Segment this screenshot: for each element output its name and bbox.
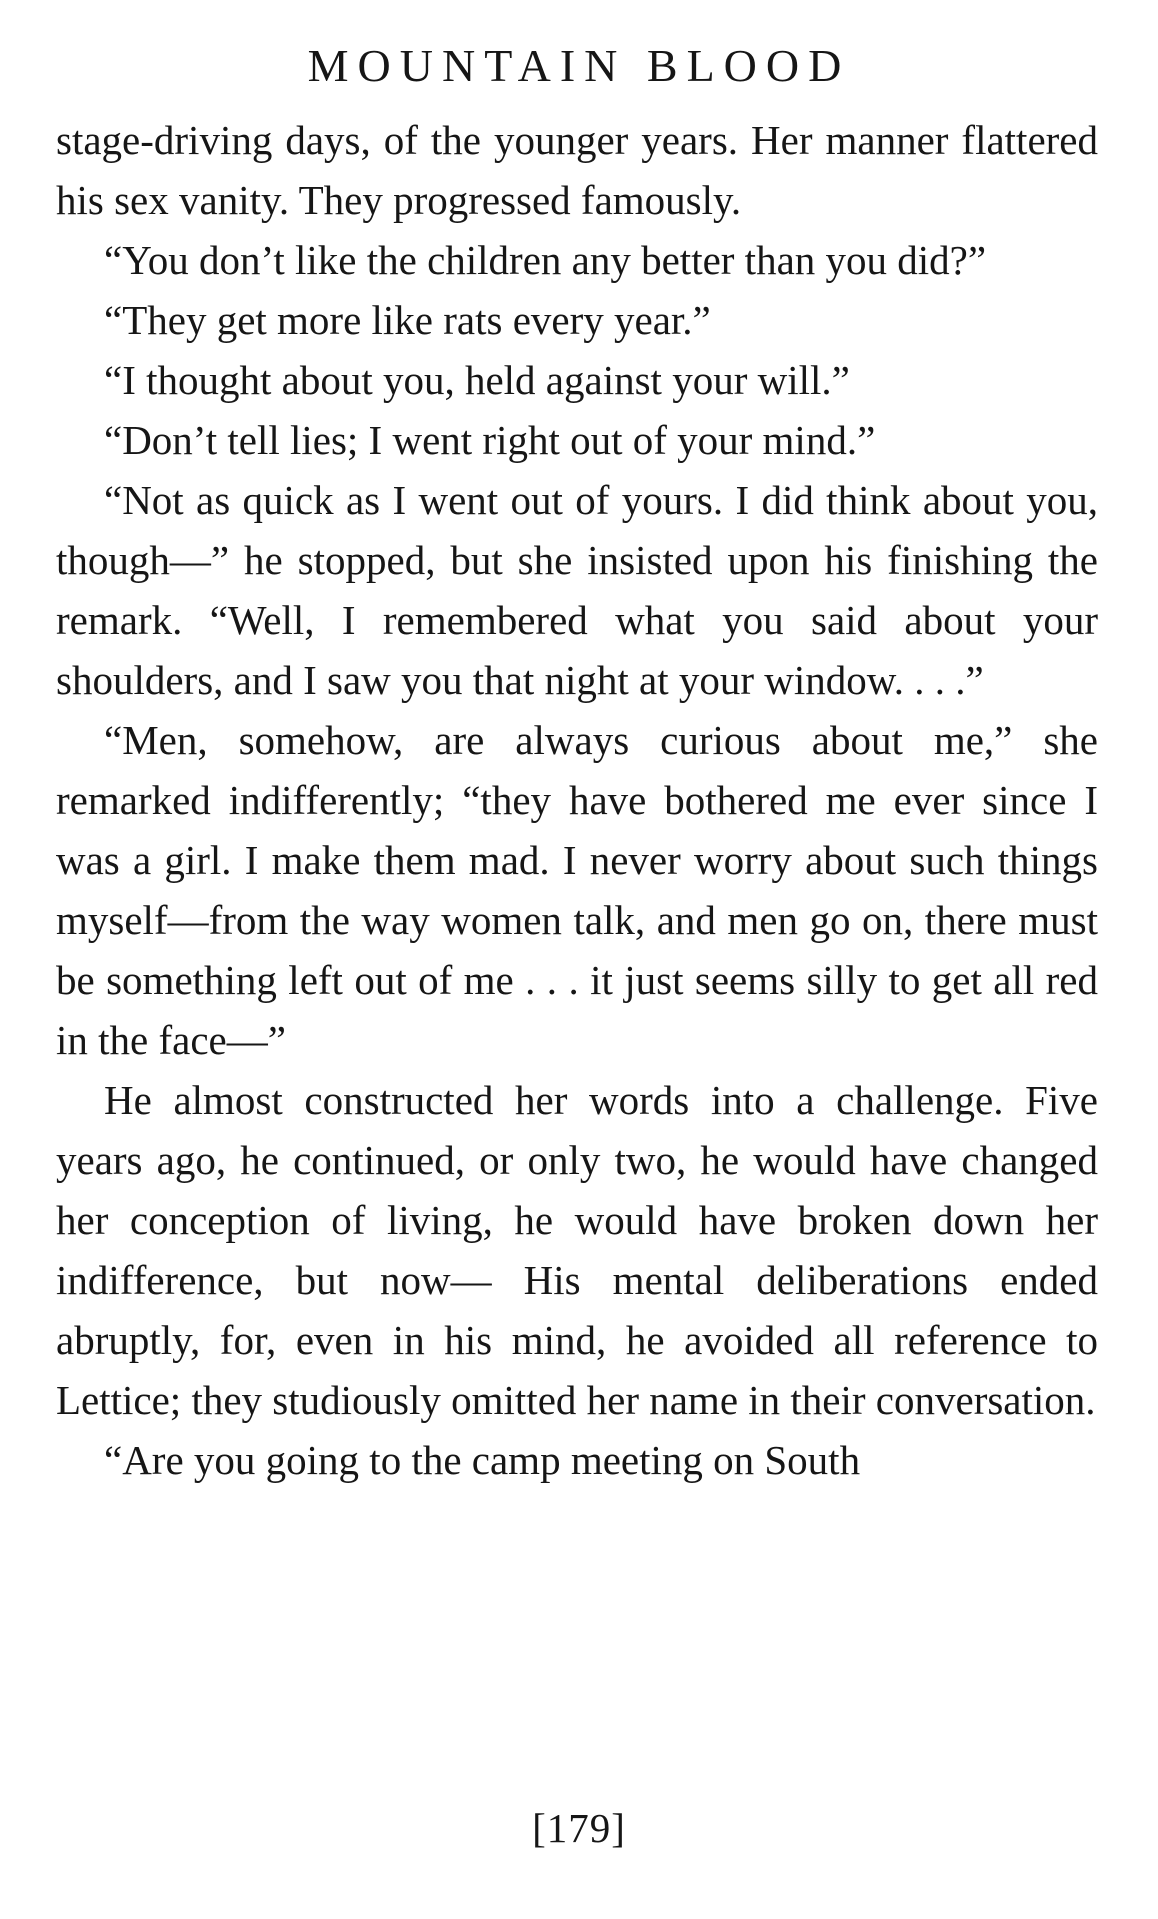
paragraph-dialogue: “You don’t like the children any better than you did?” (104, 237, 987, 283)
paragraph-dialogue: “I thought about you, held against your will.” (104, 357, 850, 403)
paragraph-narration: He almost constructed her words into a challenge. Five years ago, he continued, or only two, he would have changed her conception of living, he would have broken down her indifference, but now— His mental deliberations ended abruptly, for, even in his mind, he avoided all reference to Lettice; they studiously omitted her name in their conversation. (56, 1077, 1098, 1423)
paragraph-continuation: stage-driving days, of the younger years. Her manner flattered his sex vanity. They progressed famously. (56, 117, 1098, 223)
paragraph-dialogue: “They get more like rats every year.” (104, 297, 711, 343)
paragraph-dialogue: “Are you going to the camp meeting on South (104, 1437, 861, 1483)
paragraph-dialogue: “Don’t tell lies; I went right out of your mind.” (104, 417, 876, 463)
paragraph-dialogue: “Men, somehow, are always curious about me,” she remarked indifferently; “they have bothered me ever since I was a girl. I make them mad. I never worry about such things myself—from the way women talk, and men go on, there must be something left out of me . . . it just seems silly to get all red in the face—” (56, 717, 1098, 1063)
body-text (56, 110, 1098, 1490)
running-head-title: MOUNTAIN BLOOD (307, 40, 851, 91)
page-number: [179] (532, 1805, 626, 1851)
paragraph-dialogue: “Not as quick as I went out of yours. I did think about you, though—” he stopped, but she insisted upon his finishing the remark. “Well, I remembered what you said about your shoulders, and I saw you that night at your window. . . .” (56, 477, 1098, 703)
